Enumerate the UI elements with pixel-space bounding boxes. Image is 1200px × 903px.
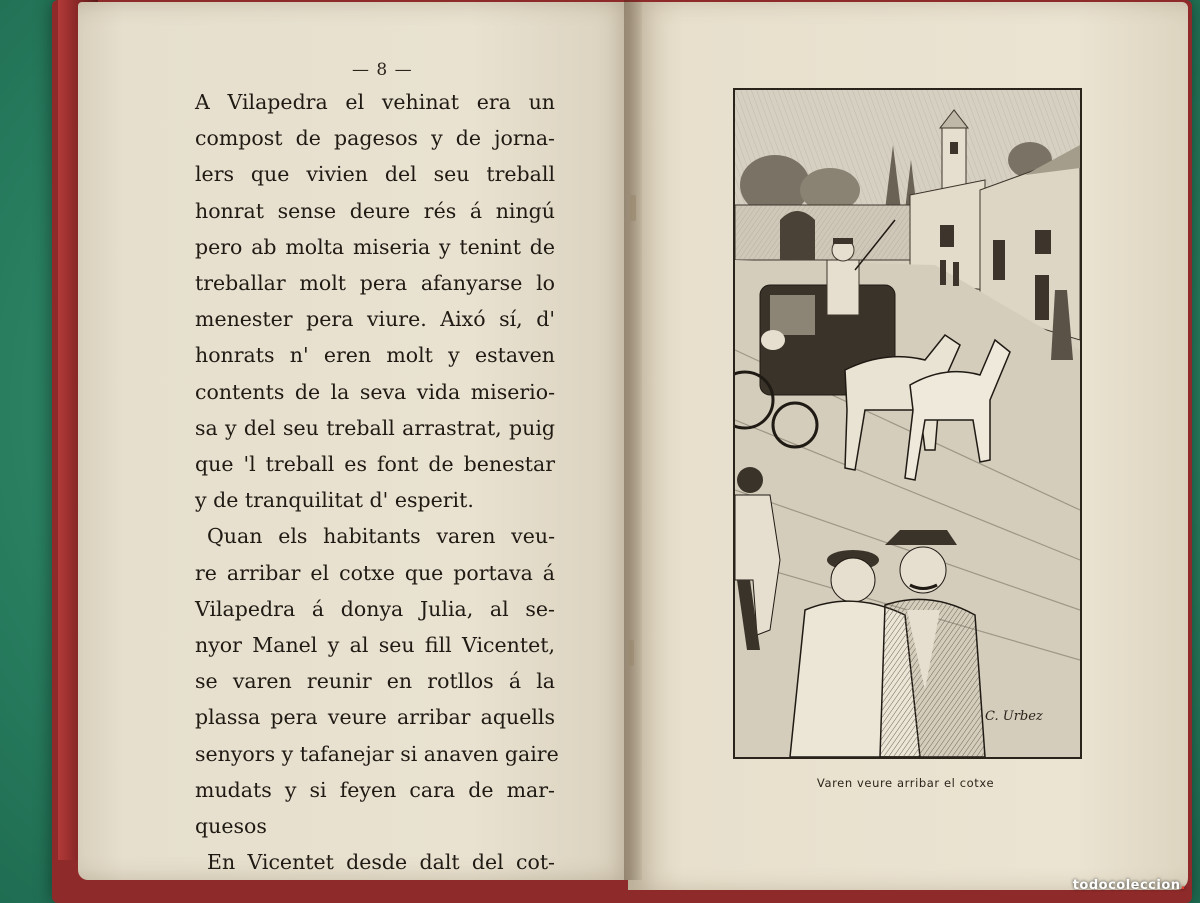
- engraving-illustration: [733, 88, 1082, 759]
- text-line: treballar molt pera afanyarse lo: [195, 271, 555, 296]
- text-line: re arribar el cotxe que portava á: [195, 560, 555, 585]
- text-line: En Vicentet desde dalt del cot-: [207, 850, 555, 875]
- text-line: compost de pagesos y de jorna-: [195, 126, 555, 151]
- binding-stitch: [628, 640, 634, 666]
- watermark-logo: [1073, 878, 1186, 893]
- illustration-caption: Varen veure arribar el cotxe: [816, 776, 995, 790]
- text-line: se varen reunir en rotllos á la: [195, 669, 555, 694]
- text-line: nyor Manel y al seu fill Vicentet,: [195, 633, 555, 658]
- text-line: que 'l treball es font de benestar: [195, 452, 555, 477]
- text-line: Quan els habitants varen veu-: [207, 524, 555, 549]
- text-line: senyors y tafanejar si anaven gaire: [195, 741, 559, 766]
- page-text: [195, 84, 559, 880]
- text-line: A Vilapedra el vehinat era un: [195, 90, 555, 114]
- text-line: pero ab molta miseria y tenint de: [195, 234, 555, 259]
- text-line: lers que vivien del seu treball: [195, 162, 555, 187]
- text-line: menester pera viure. Aixó sí, d': [195, 307, 555, 332]
- text-line: sa y del seu treball arrastrat, puig: [195, 415, 555, 440]
- binding-stitch: [630, 195, 636, 221]
- page-number: — 8 —: [352, 60, 413, 80]
- text-line: quesos: [195, 814, 267, 839]
- text-line: Vilapedra á donya Julia, al se-: [195, 596, 555, 621]
- street-scene-drawing: [735, 90, 1080, 757]
- watermark-dot: .: [1180, 878, 1186, 893]
- text-line: mudats y si feyen cara de mar-: [195, 777, 555, 802]
- text-line: honrat sense deure rés á ningú: [195, 198, 555, 223]
- text-line: honrats n' eren molt y estaven: [195, 343, 555, 368]
- text-line: y de tranquilitat d' esperit.: [195, 488, 474, 513]
- artist-signature: C. Urbez: [985, 709, 1043, 724]
- watermark-text: todocoleccion: [1072, 878, 1181, 893]
- book-gutter: [624, 0, 642, 880]
- text-line: plassa pera veure arribar aquells: [195, 705, 555, 730]
- text-line: contents de la seva vida miserio-: [195, 379, 555, 404]
